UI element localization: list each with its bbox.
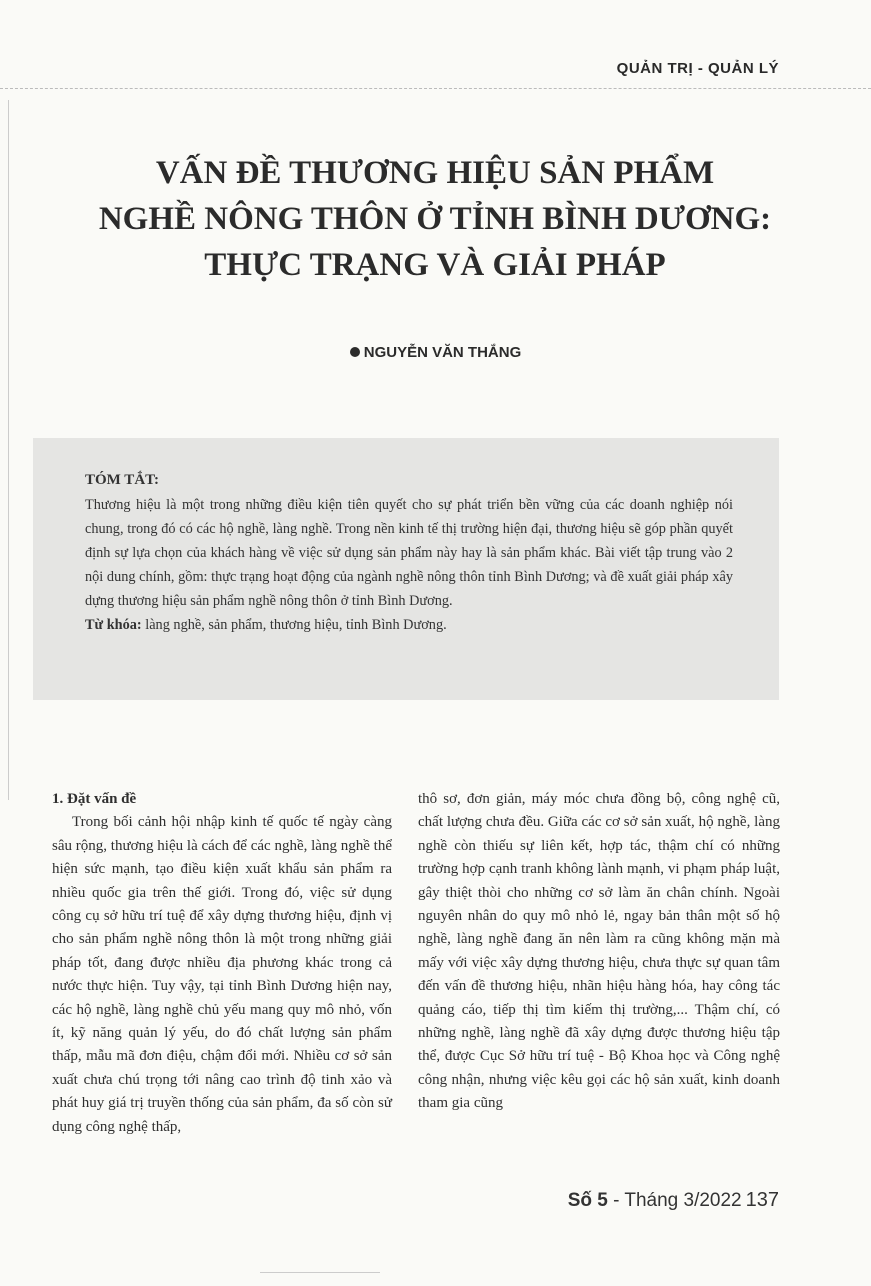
body-column-left — [52, 788, 392, 1139]
author-byline — [0, 344, 871, 361]
issue-date: - Tháng 3/2022 — [607, 1190, 742, 1211]
keywords-text: làng nghề, sản phẩm, thương hiệu, tỉnh Bình Dương. — [141, 617, 447, 633]
title-line-2: NGHỀ NÔNG THÔN Ở TỈNH BÌNH DƯƠNG: — [98, 201, 772, 237]
body-column-right — [418, 788, 780, 1116]
keywords — [85, 613, 733, 637]
abstract-body: Thương hiệu là một trong những điều kiện tiên quyết cho sự phát triển bền vững của các doanh nghiệp nói chung, trong đó có các hộ nghề, làng nghề. Trong nền kinh tế thị trường hiện đại, thương hiệu sẽ góp phần quyết định sự lựa chọn của khách hàng về việc sử dụng sản phẩm này hay là sản phẩm khác. Bài viết tập trung vào 2 nội dung chính, gồm: thực trạng hoạt động của ngành nghề nông thôn tỉnh Bình Dương; và đề xuất giải pháp xây dựng thương hiệu sản phẩm nghề nông thôn ở tỉnh Bình Dương. — [85, 497, 733, 609]
page-number: 137 — [745, 1189, 779, 1211]
body-paragraph-left: Trong bối cảnh hội nhập kinh tế quốc tế ngày càng sâu rộng, thương hiệu là cách để các nghề, làng nghề thể hiện sức mạnh, tạo điều kiện xuất khẩu sản phẩm ra nhiều quốc gia trên thế giới. Trong đó, việc sử dụng công cụ sở hữu trí tuệ để xây dựng thương hiệu, định vị cho sản phẩm nghề nông thôn là một trong những giải pháp tốt, đang được nhiều địa phương khác trong cả nước thực hiện. Tuy vậy, tại tỉnh Bình Dương hiện nay, các hộ nghề, làng nghề chủ yếu mang quy mô nhỏ, vốn ít, kỹ năng quản lý yếu, do đó chất lượng sản phẩm thấp, mẫu mã đơn điệu, chậm đổi mới. Nhiều cơ sở sản xuất chưa chú trọng tới nâng cao trình độ tinh xảo và phát huy giá trị truyền thống của sản phẩm, đa số còn sử dụng công nghệ thấp, — [52, 814, 392, 1135]
body-paragraph-right: thô sơ, đơn giản, máy móc chưa đồng bộ, công nghệ cũ, chất lượng chưa đều. Giữa các cơ sở sản xuất, hộ nghề, làng nghề còn thiếu sự liên kết, hợp tác, thậm chí có những trường hợp cạnh tranh không lành mạnh, vi phạm pháp luật, gây thiệt thòi cho những cơ sở làm ăn chân chính. Ngoài nguyên nhân do quy mô nhỏ lẻ, ngay bản thân một số hộ nghề, làng nghề đang ăn nên làm ra cũng không mặn mà mấy với việc xây dựng thương hiệu, chưa thực sự quan tâm đến vấn đề thương hiệu, nhãn hiệu hàng hóa, hay công tác quảng cáo, tiếp thị tìm kiếm thị trường,... Thậm chí, có những nghề, làng nghề đã xây dựng được thương hiệu tập thể, được Cục Sở hữu trí tuệ - Bộ Khoa học và Công nghệ công nhận, nhưng việc kêu gọi các hộ sản xuất, kinh doanh tham gia cũng — [418, 791, 780, 1112]
margin-line — [8, 100, 9, 800]
page-footer — [568, 1189, 779, 1212]
abstract-box — [33, 438, 779, 700]
article-title — [40, 150, 830, 288]
header-divider — [0, 88, 871, 89]
issue-label: Số 5 — [567, 1190, 608, 1211]
author-name: NGUYỄN VĂN THẮNG — [363, 344, 522, 361]
section-label: QUẢN TRỊ - QUẢN LÝ — [616, 60, 779, 77]
title-line-1: VẤN ĐỀ THƯƠNG HIỆU SẢN PHẨM — [155, 155, 715, 191]
bullet-icon — [350, 347, 360, 357]
abstract-heading: TÓM TẮT: — [85, 472, 160, 488]
title-line-3: THỰC TRẠNG VÀ GIẢI PHÁP — [204, 247, 666, 283]
section-heading: 1. Đặt vấn đề — [52, 791, 137, 807]
footer-divider — [260, 1272, 380, 1273]
keywords-label: Từ khóa: — [85, 617, 142, 633]
